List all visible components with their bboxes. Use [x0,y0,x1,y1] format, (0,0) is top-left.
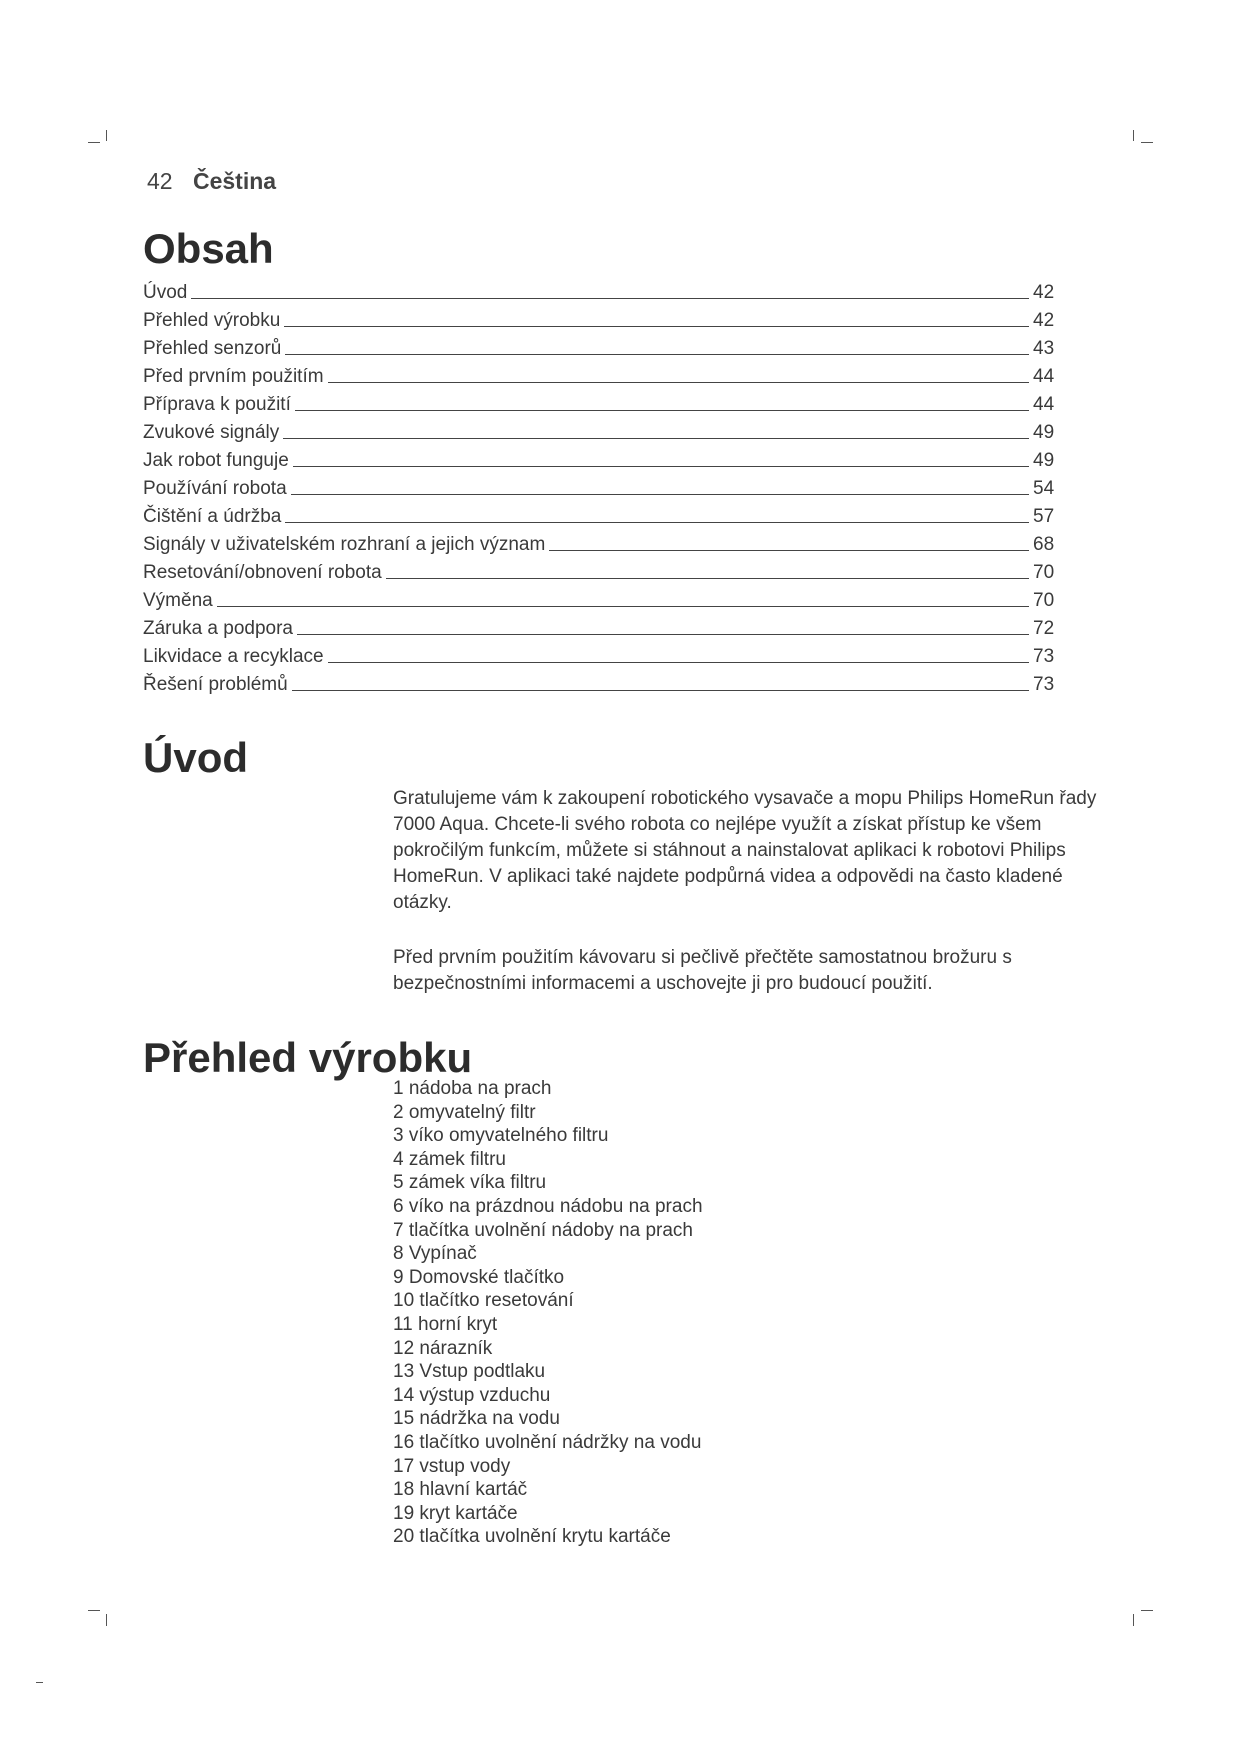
parts-list-item: 2 omyvatelný filtr [393,1101,536,1123]
crop-mark-bottom-left-v [106,1614,107,1626]
parts-list-item: 4 zámek filtru [393,1148,506,1170]
table-of-contents [143,276,1063,696]
toc-leader-line [297,634,1029,635]
toc-entry-label: Přehled senzorů [143,338,282,359]
parts-list-item: 3 víko omyvatelného filtru [393,1125,609,1147]
toc-entry[interactable] [143,472,1063,500]
toc-entry[interactable] [143,500,1063,528]
toc-entry[interactable] [143,668,1063,696]
parts-list-item: 14 výstup vzduchu [393,1384,551,1406]
crop-mark-bottom-outer [36,1682,43,1683]
toc-entry-page: 70 [1033,562,1055,583]
toc-entry[interactable] [143,584,1063,612]
toc-entry-page: 57 [1033,506,1055,527]
toc-entry-page: 70 [1033,590,1055,611]
intro-title: Úvod [143,734,248,781]
page-header [147,168,276,195]
parts-list-item: 17 vstup vody [393,1455,511,1477]
parts-list-item: 12 nárazník [393,1337,493,1359]
parts-list-item: 15 nádržka na vodu [393,1408,560,1430]
toc-entry-page: 73 [1033,674,1055,695]
parts-list-item: 19 kryt kartáče [393,1502,518,1524]
toc-entry-label: Před prvním použitím [143,366,324,387]
toc-entry-label: Signály v uživatelském rozhraní a jejich význam [143,534,546,555]
crop-mark-bottom-left-h [88,1610,100,1611]
toc-leader-line [291,494,1029,495]
toc-entry-page: 42 [1033,310,1055,331]
toc-leader-line [295,410,1029,411]
toc-entry[interactable] [143,528,1063,556]
toc-entry[interactable] [143,332,1063,360]
toc-entry[interactable] [143,304,1063,332]
toc-leader-line [217,606,1029,607]
toc-entry-page: 73 [1033,646,1055,667]
toc-entry[interactable] [143,360,1063,388]
overview-title: Přehled výrobku [143,1034,473,1081]
toc-entry-label: Zvukové signály [143,422,280,443]
toc-entry-page: 49 [1033,450,1055,471]
parts-list-item: 1 nádoba na prach [393,1078,552,1099]
parts-list-item: 18 hlavní kartáč [393,1479,528,1501]
toc-leader-line [285,522,1029,523]
crop-mark-top-left-h [88,142,100,143]
parts-list-item: 9 Domovské tlačítko [393,1266,565,1288]
toc-entry-label: Čištění a údržba [143,506,282,527]
crop-mark-bottom-right-h [1141,1610,1153,1611]
parts-list [393,1077,703,1549]
crop-mark-bottom-right-v [1133,1614,1134,1626]
parts-list-item: 13 Vstup podtlaku [393,1361,546,1383]
toc-entry-label: Výměna [143,590,213,611]
toc-entry-label: Používání robota [143,478,287,499]
toc-entry-page: 44 [1033,394,1055,415]
toc-leader-line [284,326,1029,327]
toc-entry[interactable] [143,416,1063,444]
parts-list-item: 5 zámek víka filtru [393,1172,547,1194]
toc-entry[interactable] [143,612,1063,640]
toc-entry-label: Záruka a podpora [143,618,293,639]
language-label: Čeština [192,168,277,194]
toc-leader-line [328,662,1029,663]
toc-entry[interactable] [143,640,1063,668]
crop-mark-top-right-h [1141,142,1153,143]
parts-list-item: 11 horní kryt [393,1313,498,1335]
intro-paragraph-1: Gratulujeme vám k zakoupení robotického vysavače a mopu Philips HomeRun řady 7000 Aqua. Chcete-li svého robota co nejlépe využít a získat přístup ke všem pokročilým funkcím, můžete si stáhnout a nainstalovat aplikaci k robotovi Philips HomeRun. V aplikaci také najdete podpůrná videa a odpovědi na často kladené otázky. [393,788,1097,913]
toc-entry[interactable] [143,276,1063,304]
parts-list-item: 10 tlačítko resetování [393,1290,574,1312]
toc-entry[interactable] [143,388,1063,416]
crop-mark-top-left-v [106,130,107,141]
parts-list-item: 7 tlačítka uvolnění nádoby na prach [393,1219,693,1241]
toc-entry-label: Jak robot funguje [143,450,289,471]
toc-entry-page: 44 [1033,366,1055,387]
parts-list-item: 20 tlačítka uvolnění krytu kartáče [393,1526,671,1548]
toc-entry-page: 72 [1033,618,1055,639]
toc-entry-label: Řešení problémů [143,674,288,695]
toc-leader-line [285,354,1029,355]
toc-entry-label: Přehled výrobku [143,310,281,331]
toc-leader-line [328,382,1029,383]
toc-leader-line [386,578,1029,579]
toc-entry-page: 42 [1033,282,1055,303]
crop-mark-top-right-v [1133,130,1134,141]
toc-entry-label: Likvidace a recyklace [143,646,324,667]
page-number: 42 [147,168,173,194]
toc-entry-label: Resetování/obnovení robota [143,562,382,583]
toc-leader-line [549,550,1029,551]
toc-entry-page: 54 [1033,478,1055,499]
toc-title: Obsah [143,225,274,272]
parts-list-item: 8 Vypínač [393,1243,477,1265]
parts-list-item: 6 víko na prázdnou nádobu na prach [393,1195,703,1217]
toc-leader-line [292,690,1029,691]
toc-entry[interactable] [143,444,1063,472]
toc-entry[interactable] [143,556,1063,584]
toc-entry-page: 68 [1033,534,1055,555]
toc-leader-line [191,298,1029,299]
parts-list-item: 16 tlačítko uvolnění nádržky na vodu [393,1431,702,1453]
toc-entry-page: 43 [1033,338,1055,359]
toc-entry-label: Úvod [143,282,188,303]
toc-leader-line [283,438,1029,439]
toc-entry-page: 49 [1033,422,1055,443]
intro-paragraph-2: Před prvním použitím kávovaru si pečlivě přečtěte samostatnou brožuru s bezpečnostními informacemi a uschovejte ji pro budoucí použití. [393,947,1012,994]
toc-leader-line [293,466,1029,467]
toc-entry-label: Příprava k použití [143,394,291,415]
